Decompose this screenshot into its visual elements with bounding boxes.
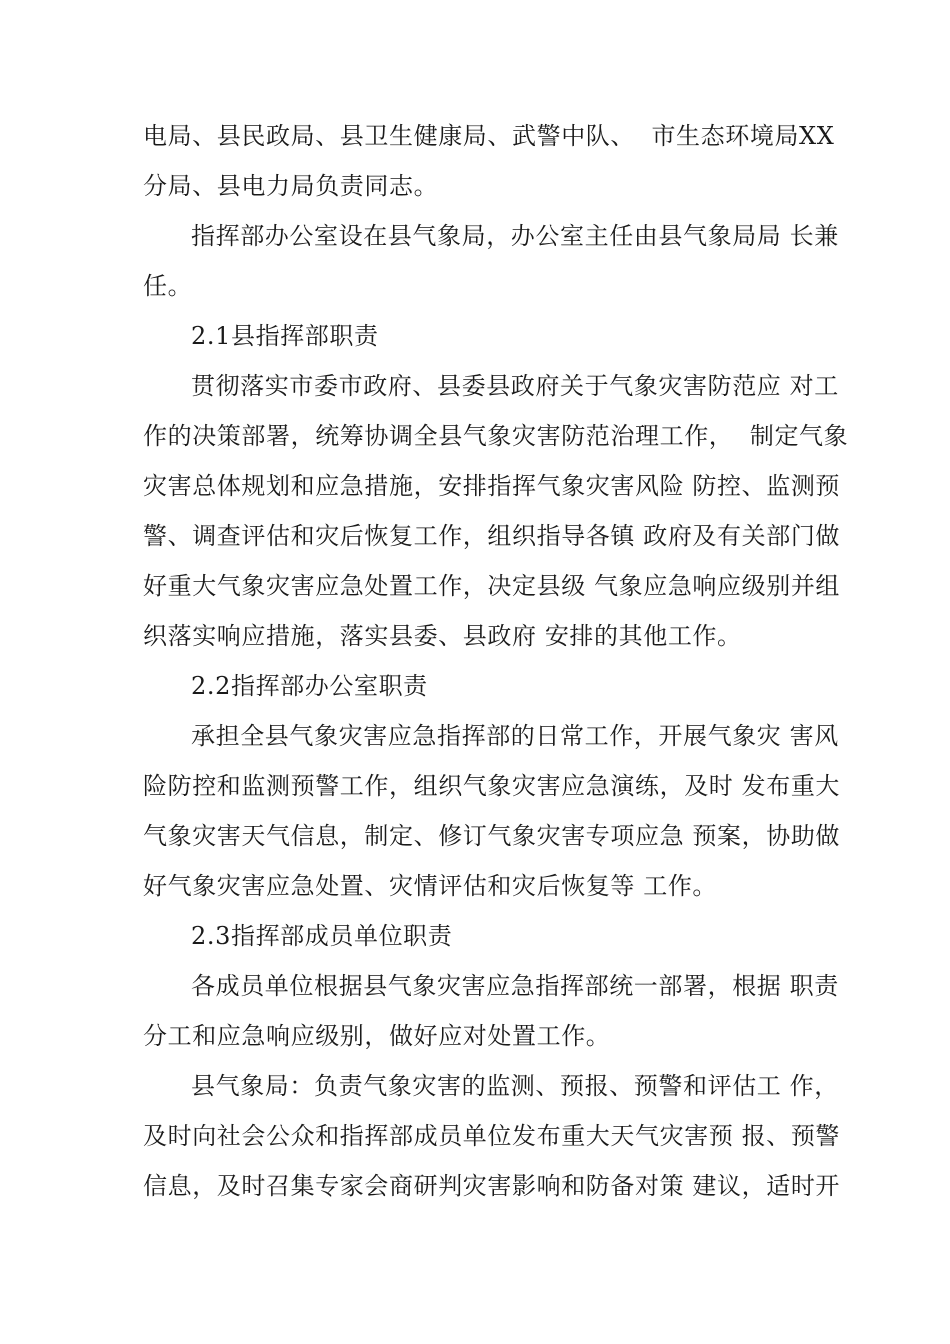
text-line: 警、调查评估和灾后恢复工作，组织指导各镇 政府及有关部门做 — [143, 522, 841, 550]
section-heading: 2.2指挥部办公室职责 — [191, 672, 428, 700]
text-line: 贯彻落实市委市政府、县委县政府关于气象灾害防范应 对工 — [191, 372, 839, 400]
text-line: 信息，及时召集专家会商研判灾害影响和防备对策 建议，适时开 — [143, 1172, 841, 1200]
text-line: 分工和应急响应级别，做好应对处置工作。 — [143, 1022, 611, 1050]
text-line: 好重大气象灾害应急处置工作，决定县级 气象应急响应级别并组 — [143, 572, 841, 600]
text-line: 气象灾害天气信息，制定、修订气象灾害专项应急 预案，协助做 — [143, 822, 841, 850]
text-line: 分局、县电力局负责同志。 — [143, 172, 439, 200]
text-line: 各成员单位根据县气象灾害应急指挥部统一部署，根据 职责 — [191, 972, 839, 1000]
text-line: 作的决策部署，统筹协调全县气象灾害防范治理工作， 制定气象 — [143, 422, 849, 450]
text-line: 任。 — [143, 272, 193, 300]
text-line: 好气象灾害应急处置、灾情评估和灾后恢复等 工作。 — [143, 872, 718, 900]
text-line: 指挥部办公室设在县气象局，办公室主任由县气象局局 长兼 — [191, 222, 839, 250]
section-heading: 2.1县指挥部职责 — [191, 322, 379, 350]
text-line: 织落实响应措施，落实县委、县政府 安排的其他工作。 — [143, 622, 742, 650]
text-line: 县气象局：负责气象灾害的监测、预报、预警和评估工 作， — [191, 1072, 839, 1100]
text-line: 及时向社会公众和指挥部成员单位发布重大天气灾害预 报、预警 — [143, 1122, 841, 1150]
text-line: 灾害总体规划和应急措施，安排指挥气象灾害风险 防控、监测预 — [143, 472, 841, 500]
text-line: 承担全县气象灾害应急指挥部的日常工作，开展气象灾 害风 — [191, 722, 839, 750]
text-line: 险防控和监测预警工作，组织气象灾害应急演练，及时 发布重大 — [143, 772, 841, 800]
section-heading: 2.3指挥部成员单位职责 — [191, 922, 453, 950]
text-line: 电局、县民政局、县卫生健康局、武警中队、 市生态环境局XX — [143, 122, 835, 150]
